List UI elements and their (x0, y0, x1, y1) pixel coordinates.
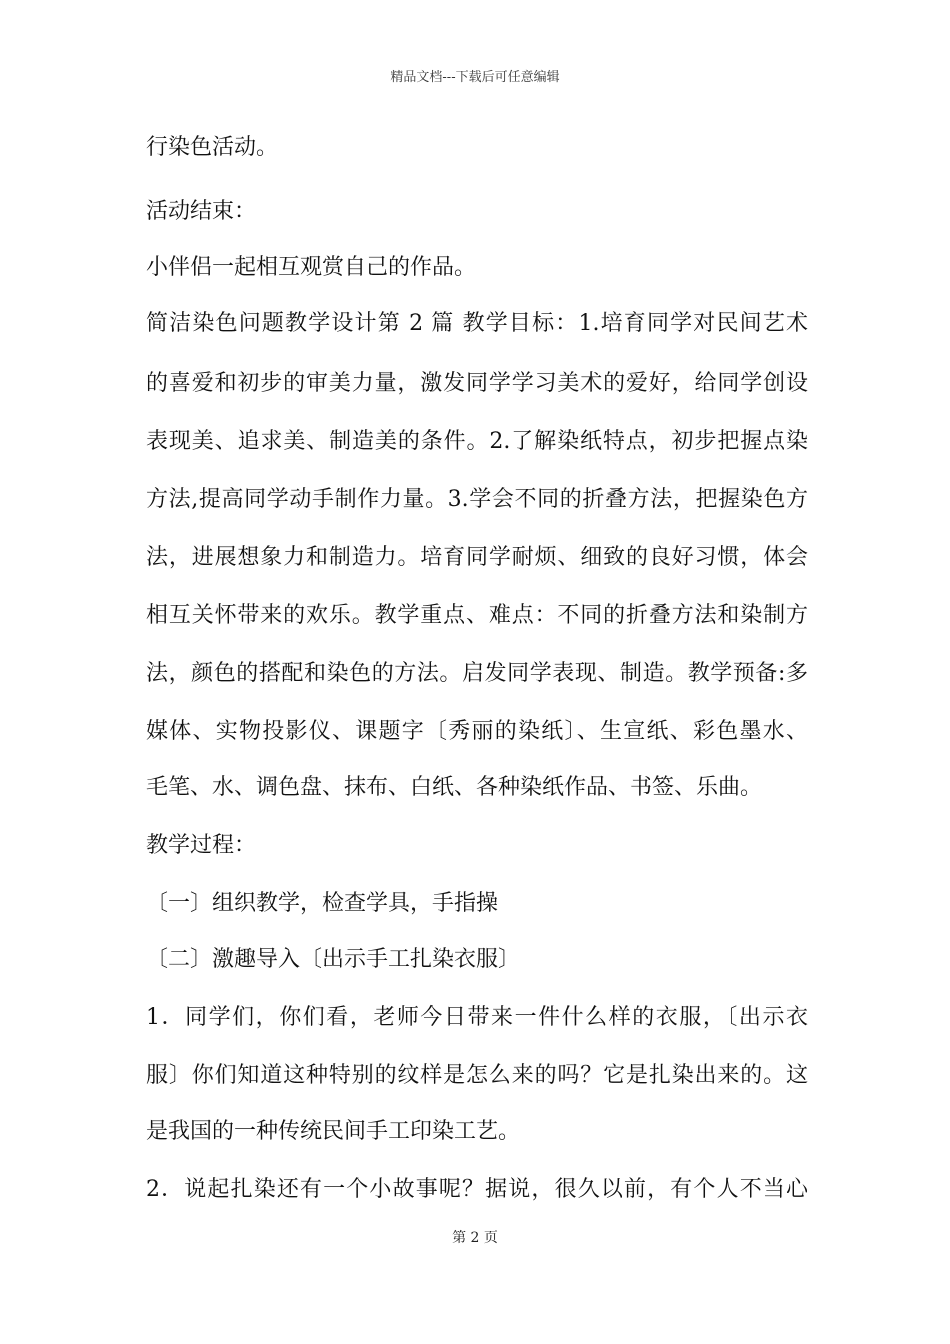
page-header: 精品文档---下载后可任意编辑 (390, 70, 560, 85)
text-line: 法，颜色的搭配和染色的方法。启发同学表现、制造。教学预备:多 (146, 661, 808, 686)
text-line: 〔二〕激趣导入〔出示手工扎染衣服〕 (146, 947, 521, 972)
text-line: 〔一〕组织教学，检查学具，手指操 (146, 891, 499, 916)
text-line: 活动结束： (146, 199, 257, 224)
text-line: 的喜爱和初步的审美力量，激发同学学习美术的爱好，给同学创设 (146, 371, 808, 396)
text-line: 方法,提高同学动手制作力量。3.学会不同的折叠方法，把握染色方 (146, 487, 808, 512)
text-line: 相互关怀带来的欢乐。教学重点、难点：不同的折叠方法和染制方 (146, 603, 808, 628)
text-line: 服〕你们知道这种特别的纹样是怎么来的吗？它是扎染出来的。这 (146, 1063, 808, 1088)
text-line: 教学过程： (146, 833, 257, 858)
text-line: 媒体、实物投影仪、课题字〔秀丽的染纸〕、生宣纸、彩色墨水、 (146, 719, 808, 744)
text-line: 小伴侣一起相互观赏自己的作品。 (146, 255, 477, 280)
text-line: 简洁染色问题教学设计第 2 篇 教学目标：1.培育同学对民间艺术 (146, 311, 809, 336)
text-line: 1．同学们，你们看，老师今日带来一件什么样的衣服，〔出示衣 (146, 1005, 808, 1030)
text-line: 法，进展想象力和制造力。培育同学耐烦、细致的良好习惯，体会 (146, 545, 808, 570)
text-line: 2．说起扎染还有一个小故事呢？据说，很久以前，有个人不当心 (146, 1177, 808, 1202)
text-line: 是我国的一种传统民间手工印染工艺。 (146, 1119, 521, 1144)
text-line: 行染色活动。 (146, 135, 279, 160)
page-number: 第 2 页 (452, 1230, 498, 1246)
text-line: 毛笔、水、调色盘、抹布、白纸、各种染纸作品、书签、乐曲。 (146, 775, 763, 800)
text-line: 表现美、追求美、制造美的条件。2.了解染纸特点，初步把握点染 (146, 429, 808, 454)
